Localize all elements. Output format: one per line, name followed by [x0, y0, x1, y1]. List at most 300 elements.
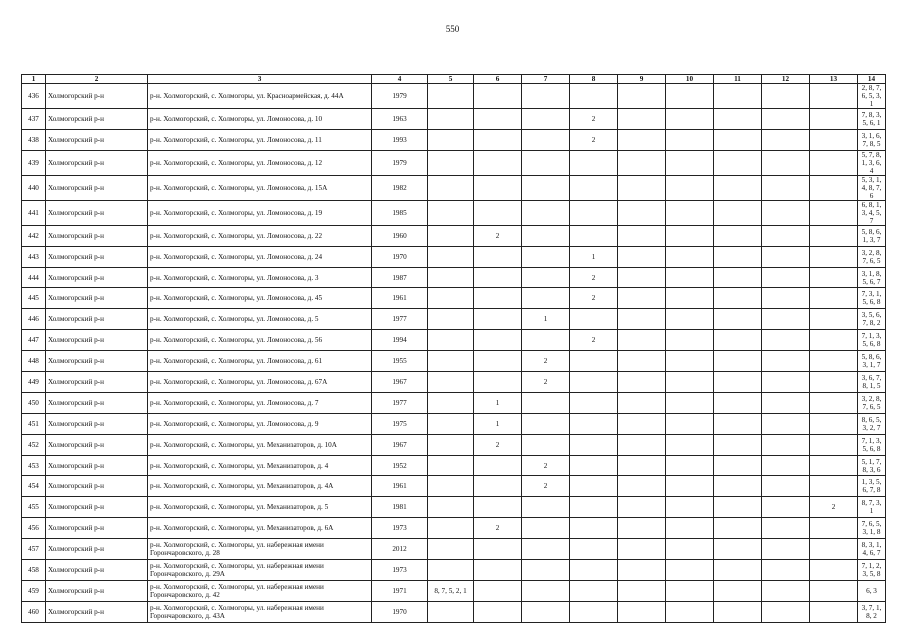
year-cell: 1973 [372, 518, 428, 539]
col5-cell [428, 225, 474, 246]
col7-cell [522, 267, 570, 288]
col8-cell [570, 200, 618, 225]
table-row [22, 129, 886, 150]
column-header: 7 [522, 75, 570, 84]
col6-cell [474, 330, 522, 351]
address-cell: р-н. Холмогорский, с. Холмогоры, ул. Красноармейская, д. 44А [148, 84, 372, 109]
col8-cell: 2 [570, 267, 618, 288]
row-number-cell: 442 [22, 225, 46, 246]
col8-cell: 2 [570, 330, 618, 351]
col13-cell [810, 560, 858, 581]
year-cell: 1967 [372, 372, 428, 393]
row-number-cell: 441 [22, 200, 46, 225]
column-header: 12 [762, 75, 810, 84]
col12-cell [762, 109, 810, 130]
col12-cell [762, 246, 810, 267]
col14-cell: 3, 7, 1, 8, 2 [858, 601, 886, 622]
col10-cell [666, 476, 714, 497]
address-cell: р-н. Холмогорский, с. Холмогоры, ул. Ломоносова, д. 10 [148, 109, 372, 130]
col7-cell: 2 [522, 476, 570, 497]
col12-cell [762, 413, 810, 434]
housing-register-table [21, 74, 886, 623]
col11-cell [714, 246, 762, 267]
col9-cell [618, 150, 666, 175]
row-number-cell: 446 [22, 309, 46, 330]
col10-cell [666, 225, 714, 246]
address-cell: р-н. Холмогорский, с. Холмогоры, ул. Механизаторов, д. 4А [148, 476, 372, 497]
col13-cell [810, 539, 858, 560]
col10-cell [666, 539, 714, 560]
col10-cell [666, 175, 714, 200]
col7-cell: 2 [522, 372, 570, 393]
district-cell: Холмогорский р-н [46, 109, 148, 130]
address-cell: р-н. Холмогорский, с. Холмогоры, ул. Механизаторов, д. 5 [148, 497, 372, 518]
column-header: 2 [46, 75, 148, 84]
col13-cell [810, 518, 858, 539]
row-number-cell: 460 [22, 601, 46, 622]
table-row [22, 330, 886, 351]
col6-cell [474, 351, 522, 372]
col12-cell [762, 129, 810, 150]
col12-cell [762, 288, 810, 309]
col12-cell [762, 539, 810, 560]
district-cell: Холмогорский р-н [46, 225, 148, 246]
col8-cell [570, 84, 618, 109]
col10-cell [666, 200, 714, 225]
district-cell: Холмогорский р-н [46, 580, 148, 601]
year-cell: 1971 [372, 580, 428, 601]
col12-cell [762, 518, 810, 539]
row-number-cell: 452 [22, 434, 46, 455]
table-row [22, 246, 886, 267]
col13-cell [810, 434, 858, 455]
year-cell: 1967 [372, 434, 428, 455]
table-row [22, 150, 886, 175]
year-cell: 1994 [372, 330, 428, 351]
table-row [22, 560, 886, 581]
col8-cell [570, 175, 618, 200]
col14-cell: 3, 2, 8, 7, 6, 5 [858, 392, 886, 413]
col10-cell [666, 497, 714, 518]
col11-cell [714, 150, 762, 175]
col12-cell [762, 434, 810, 455]
year-cell: 2012 [372, 539, 428, 560]
col7-cell: 1 [522, 309, 570, 330]
col10-cell [666, 246, 714, 267]
table-row [22, 601, 886, 622]
col11-cell [714, 434, 762, 455]
district-cell: Холмогорский р-н [46, 150, 148, 175]
table-body [22, 84, 886, 623]
col10-cell [666, 150, 714, 175]
column-header: 5 [428, 75, 474, 84]
col7-cell: 2 [522, 351, 570, 372]
col9-cell [618, 246, 666, 267]
col9-cell [618, 109, 666, 130]
col6-cell [474, 372, 522, 393]
table-row [22, 267, 886, 288]
col14-cell: 5, 8, 6, 1, 3, 7 [858, 225, 886, 246]
year-cell: 1985 [372, 200, 428, 225]
year-cell: 1977 [372, 392, 428, 413]
col6-cell: 2 [474, 225, 522, 246]
address-cell: р-н. Холмогорский, с. Холмогоры, ул. Ломоносова, д. 12 [148, 150, 372, 175]
table-row [22, 109, 886, 130]
col5-cell [428, 175, 474, 200]
table-row [22, 413, 886, 434]
row-number-cell: 456 [22, 518, 46, 539]
year-cell: 1952 [372, 455, 428, 476]
page-number: 550 [445, 24, 460, 34]
col6-cell: 1 [474, 413, 522, 434]
address-cell: р-н. Холмогорский, с. Холмогоры, ул. Ломоносова, д. 22 [148, 225, 372, 246]
district-cell: Холмогорский р-н [46, 455, 148, 476]
col11-cell [714, 601, 762, 622]
row-number-cell: 457 [22, 539, 46, 560]
year-cell: 1963 [372, 109, 428, 130]
row-number-cell: 450 [22, 392, 46, 413]
col5-cell [428, 476, 474, 497]
col7-cell [522, 518, 570, 539]
row-number-cell: 448 [22, 351, 46, 372]
address-cell: р-н. Холмогорский, с. Холмогоры, ул. Ломоносова, д. 15А [148, 175, 372, 200]
col13-cell [810, 84, 858, 109]
col14-cell: 5, 3, 1, 4, 8, 7, 6 [858, 175, 886, 200]
col5-cell [428, 351, 474, 372]
col13-cell [810, 601, 858, 622]
col7-cell [522, 150, 570, 175]
district-cell: Холмогорский р-н [46, 497, 148, 518]
col8-cell: 2 [570, 288, 618, 309]
col13-cell [810, 330, 858, 351]
address-cell: р-н. Холмогорский, с. Холмогоры, ул. набережная имени Горончаровского, д. 29А [148, 560, 372, 581]
district-cell: Холмогорский р-н [46, 351, 148, 372]
col11-cell [714, 476, 762, 497]
year-cell: 1979 [372, 84, 428, 109]
address-cell: р-н. Холмогорский, с. Холмогоры, ул. Ломоносова, д. 19 [148, 200, 372, 225]
col11-cell [714, 497, 762, 518]
col6-cell [474, 476, 522, 497]
col5-cell [428, 560, 474, 581]
col6-cell: 1 [474, 392, 522, 413]
col13-cell [810, 351, 858, 372]
table-row [22, 225, 886, 246]
col12-cell [762, 372, 810, 393]
col11-cell [714, 455, 762, 476]
year-cell: 1961 [372, 288, 428, 309]
col10-cell [666, 288, 714, 309]
address-cell: р-н. Холмогорский, с. Холмогоры, ул. Ломоносова, д. 9 [148, 413, 372, 434]
address-cell: р-н. Холмогорский, с. Холмогоры, ул. Ломоносова, д. 56 [148, 330, 372, 351]
col8-cell [570, 455, 618, 476]
address-cell: р-н. Холмогорский, с. Холмогоры, ул. Ломоносова, д. 24 [148, 246, 372, 267]
year-cell: 1977 [372, 309, 428, 330]
col9-cell [618, 225, 666, 246]
col5-cell [428, 413, 474, 434]
year-cell: 1955 [372, 351, 428, 372]
col6-cell [474, 455, 522, 476]
col14-cell: 6, 8, 1, 3, 4, 5, 7 [858, 200, 886, 225]
table-row [22, 288, 886, 309]
year-cell: 1975 [372, 413, 428, 434]
col12-cell [762, 497, 810, 518]
col8-cell: 2 [570, 129, 618, 150]
col13-cell [810, 200, 858, 225]
col5-cell [428, 434, 474, 455]
col14-cell: 7, 1, 3, 5, 6, 8 [858, 330, 886, 351]
col9-cell [618, 580, 666, 601]
col6-cell: 2 [474, 518, 522, 539]
col9-cell [618, 434, 666, 455]
col14-cell: 7, 1, 3, 5, 6, 8 [858, 434, 886, 455]
col9-cell [618, 129, 666, 150]
district-cell: Холмогорский р-н [46, 267, 148, 288]
col10-cell [666, 560, 714, 581]
col8-cell [570, 476, 618, 497]
col6-cell [474, 560, 522, 581]
district-cell: Холмогорский р-н [46, 246, 148, 267]
district-cell: Холмогорский р-н [46, 601, 148, 622]
col5-cell [428, 150, 474, 175]
col12-cell [762, 175, 810, 200]
col7-cell [522, 580, 570, 601]
col11-cell [714, 225, 762, 246]
col12-cell [762, 84, 810, 109]
col14-cell: 7, 6, 5, 3, 1, 8 [858, 518, 886, 539]
year-cell: 1987 [372, 267, 428, 288]
col6-cell [474, 539, 522, 560]
table-row [22, 309, 886, 330]
col13-cell [810, 129, 858, 150]
column-header: 9 [618, 75, 666, 84]
col6-cell [474, 84, 522, 109]
col5-cell [428, 518, 474, 539]
row-number-cell: 444 [22, 267, 46, 288]
col9-cell [618, 455, 666, 476]
col6-cell [474, 267, 522, 288]
col8-cell [570, 539, 618, 560]
row-number-cell: 451 [22, 413, 46, 434]
col6-cell [474, 309, 522, 330]
col9-cell [618, 84, 666, 109]
row-number-cell: 453 [22, 455, 46, 476]
col6-cell [474, 288, 522, 309]
district-cell: Холмогорский р-н [46, 175, 148, 200]
column-header: 1 [22, 75, 46, 84]
year-cell: 1993 [372, 129, 428, 150]
col11-cell [714, 413, 762, 434]
col10-cell [666, 434, 714, 455]
district-cell: Холмогорский р-н [46, 309, 148, 330]
col8-cell: 2 [570, 109, 618, 130]
district-cell: Холмогорский р-н [46, 129, 148, 150]
col8-cell [570, 309, 618, 330]
row-number-cell: 443 [22, 246, 46, 267]
address-cell: р-н. Холмогорский, с. Холмогоры, ул. Ломоносова, д. 7 [148, 392, 372, 413]
col9-cell [618, 200, 666, 225]
col14-cell: 8, 3, 1, 4, 6, 7 [858, 539, 886, 560]
col10-cell [666, 330, 714, 351]
col6-cell [474, 150, 522, 175]
col14-cell: 5, 1, 7, 8, 3, 6 [858, 455, 886, 476]
address-cell: р-н. Холмогорский, с. Холмогоры, ул. Механизаторов, д. 6А [148, 518, 372, 539]
col9-cell [618, 288, 666, 309]
col12-cell [762, 200, 810, 225]
col8-cell [570, 497, 618, 518]
table-row [22, 497, 886, 518]
col9-cell [618, 539, 666, 560]
col14-cell: 5, 7, 8, 1, 3, 6, 4 [858, 150, 886, 175]
col13-cell: 2 [810, 497, 858, 518]
col14-cell: 8, 6, 5, 3, 2, 7 [858, 413, 886, 434]
col7-cell [522, 560, 570, 581]
col10-cell [666, 351, 714, 372]
col12-cell [762, 560, 810, 581]
col10-cell [666, 518, 714, 539]
col6-cell [474, 109, 522, 130]
col5-cell [428, 267, 474, 288]
col14-cell: 3, 6, 7, 8, 1, 5 [858, 372, 886, 393]
col14-cell: 7, 3, 1, 5, 6, 8 [858, 288, 886, 309]
table-row [22, 175, 886, 200]
table-row [22, 392, 886, 413]
row-number-cell: 445 [22, 288, 46, 309]
col10-cell [666, 372, 714, 393]
district-cell: Холмогорский р-н [46, 539, 148, 560]
col7-cell [522, 434, 570, 455]
row-number-cell: 459 [22, 580, 46, 601]
col10-cell [666, 392, 714, 413]
col13-cell [810, 109, 858, 130]
col13-cell [810, 455, 858, 476]
address-cell: р-н. Холмогорский, с. Холмогоры, ул. набережная имени Горончаровского, д. 28 [148, 539, 372, 560]
col13-cell [810, 413, 858, 434]
col5-cell [428, 288, 474, 309]
col10-cell [666, 267, 714, 288]
col10-cell [666, 84, 714, 109]
address-cell: р-н. Холмогорский, с. Холмогоры, ул. Механизаторов, д. 10А [148, 434, 372, 455]
col11-cell [714, 330, 762, 351]
col13-cell [810, 175, 858, 200]
col5-cell [428, 200, 474, 225]
col11-cell [714, 392, 762, 413]
row-number-cell: 447 [22, 330, 46, 351]
col14-cell: 8, 7, 3, 1 [858, 497, 886, 518]
col8-cell [570, 372, 618, 393]
col13-cell [810, 392, 858, 413]
col9-cell [618, 476, 666, 497]
col11-cell [714, 372, 762, 393]
table-row [22, 580, 886, 601]
column-header: 13 [810, 75, 858, 84]
col12-cell [762, 225, 810, 246]
address-cell: р-н. Холмогорский, с. Холмогоры, ул. Механизаторов, д. 4 [148, 455, 372, 476]
col5-cell [428, 84, 474, 109]
table-row [22, 351, 886, 372]
district-cell: Холмогорский р-н [46, 392, 148, 413]
col8-cell [570, 392, 618, 413]
table-row [22, 455, 886, 476]
col9-cell [618, 392, 666, 413]
col9-cell [618, 413, 666, 434]
table-row [22, 84, 886, 109]
col6-cell [474, 129, 522, 150]
table-row [22, 539, 886, 560]
col10-cell [666, 109, 714, 130]
col13-cell [810, 372, 858, 393]
col6-cell [474, 175, 522, 200]
table-row [22, 200, 886, 225]
col10-cell [666, 309, 714, 330]
col10-cell [666, 455, 714, 476]
district-cell: Холмогорский р-н [46, 288, 148, 309]
address-cell: р-н. Холмогорский, с. Холмогоры, ул. Ломоносова, д. 61 [148, 351, 372, 372]
row-number-cell: 437 [22, 109, 46, 130]
district-cell: Холмогорский р-н [46, 372, 148, 393]
col13-cell [810, 476, 858, 497]
address-cell: р-н. Холмогорский, с. Холмогоры, ул. набережная имени Горончаровского, д. 42 [148, 580, 372, 601]
district-cell: Холмогорский р-н [46, 200, 148, 225]
col5-cell: 8, 7, 5, 2, 1 [428, 580, 474, 601]
col8-cell [570, 150, 618, 175]
col7-cell [522, 413, 570, 434]
address-cell: р-н. Холмогорский, с. Холмогоры, ул. Ломоносова, д. 11 [148, 129, 372, 150]
year-cell: 1960 [372, 225, 428, 246]
col5-cell [428, 372, 474, 393]
col5-cell [428, 246, 474, 267]
col12-cell [762, 351, 810, 372]
col8-cell [570, 351, 618, 372]
col6-cell [474, 601, 522, 622]
year-cell: 1970 [372, 246, 428, 267]
col12-cell [762, 580, 810, 601]
col10-cell [666, 601, 714, 622]
col12-cell [762, 601, 810, 622]
col11-cell [714, 175, 762, 200]
col7-cell [522, 601, 570, 622]
col9-cell [618, 309, 666, 330]
year-cell: 1973 [372, 560, 428, 581]
district-cell: Холмогорский р-н [46, 560, 148, 581]
col7-cell [522, 129, 570, 150]
col6-cell [474, 497, 522, 518]
col11-cell [714, 109, 762, 130]
col11-cell [714, 309, 762, 330]
col11-cell [714, 84, 762, 109]
col7-cell [522, 109, 570, 130]
col14-cell: 3, 5, 6, 7, 8, 2 [858, 309, 886, 330]
col12-cell [762, 392, 810, 413]
col11-cell [714, 560, 762, 581]
table-row [22, 476, 886, 497]
column-header: 6 [474, 75, 522, 84]
col11-cell [714, 200, 762, 225]
year-cell: 1982 [372, 175, 428, 200]
district-cell: Холмогорский р-н [46, 434, 148, 455]
col7-cell [522, 200, 570, 225]
col13-cell [810, 246, 858, 267]
col6-cell [474, 580, 522, 601]
col8-cell [570, 601, 618, 622]
column-header: 10 [666, 75, 714, 84]
col13-cell [810, 267, 858, 288]
col5-cell [428, 392, 474, 413]
col14-cell: 7, 8, 3, 5, 6, 1 [858, 109, 886, 130]
district-cell: Холмогорский р-н [46, 518, 148, 539]
col5-cell [428, 309, 474, 330]
row-number-cell: 455 [22, 497, 46, 518]
col14-cell: 3, 2, 8, 7, 6, 5 [858, 246, 886, 267]
